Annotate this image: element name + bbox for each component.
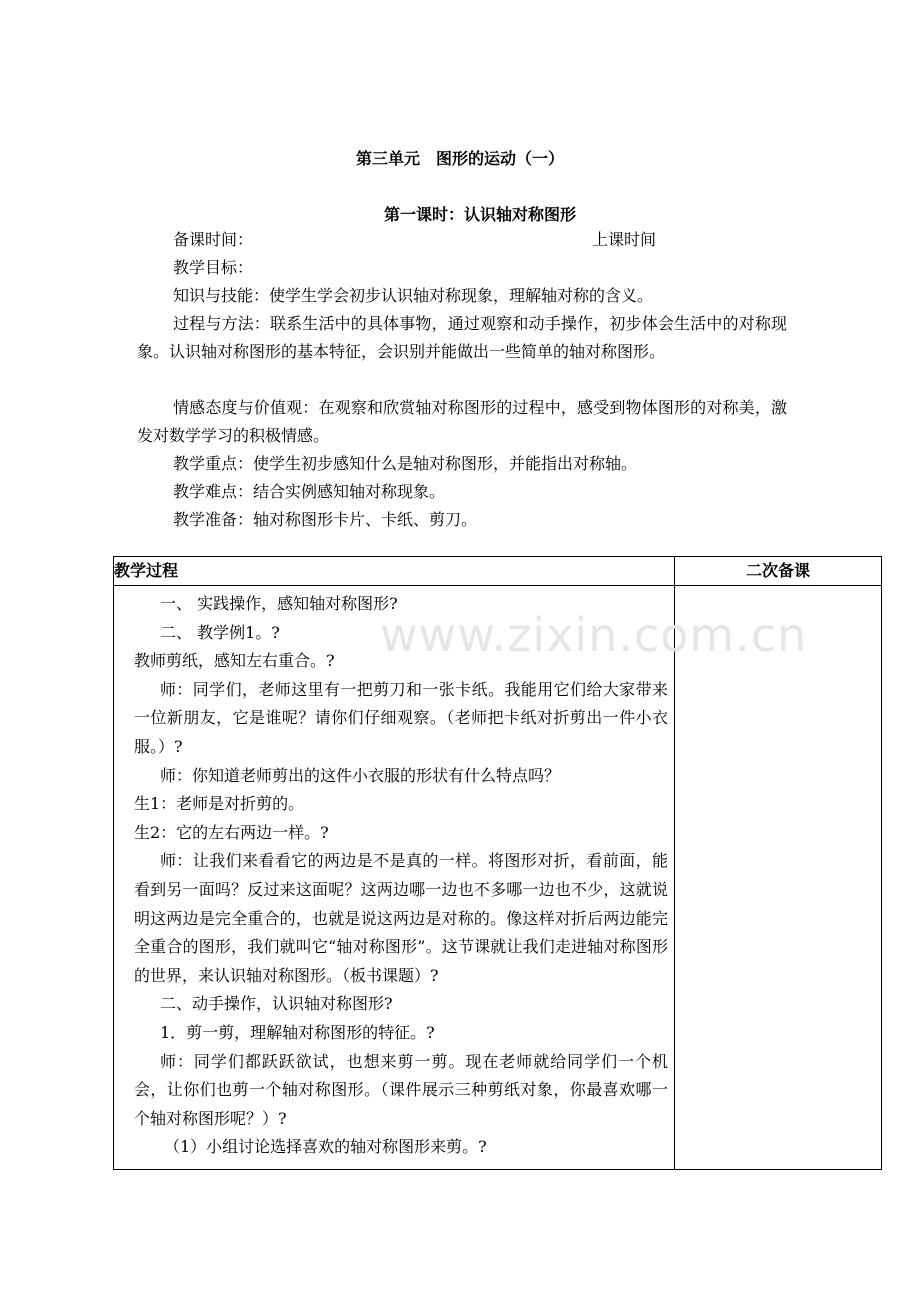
class-time-label: 上课时间 [592, 230, 657, 249]
process-line: 二、动手操作，认识轴对称图形? [160, 994, 393, 1014]
lesson-title: 第一课时：认识轴对称图形 [383, 205, 576, 224]
process-line: 教师剪纸，感知左右重合。? [134, 651, 335, 671]
process-cell [114, 586, 675, 1170]
process-line: 1．剪一剪，理解轴对称图形的特征。? [160, 1022, 435, 1042]
watermark: www.zixin.com.cn [380, 608, 808, 662]
prep-time-label: 备课时间： [173, 230, 254, 249]
header-second-prep: 二次备课 [675, 557, 882, 586]
process-line: 生2：它的左右两边一样。? [134, 822, 329, 842]
process-line: 生1：老师是对折剪的。 [134, 794, 305, 814]
process-line: 师：你知道老师剪出的这件小衣服的形状有什么特点吗？ [160, 765, 561, 785]
process-line: 一、 实践操作，感知轴对称图形? [160, 594, 398, 613]
second-prep-cell [675, 586, 882, 1170]
objective-attitude: 情感态度与价值观：在观察和欣赏轴对称图形的过程中，感受到物体图形的对称美，激发对数学学习的积极情感。 [137, 398, 787, 445]
preparation: 教学准备：轴对称图形卡片、卡纸、剪刀。 [173, 510, 478, 529]
process-line: 师：让我们来看看它的两边是不是真的一样。将图形对折，看前面，能看到另一面吗？反过来这面呢？这两边哪一边也不多哪一边也不少，这就说明这两边是完全重合的，也就是说这两边是对称的。像这样对折后两边能完全重合的图形，我们就叫它“轴对称图形”。这节课就让我们走进轴对称图形的世界，来认识轴对称图形。（板书课题）? [134, 851, 668, 985]
process-line: 师：同学们，老师这里有一把剪刀和一张卡纸。我能用它们给大家带来一位新朋友，它是谁呢？请你们仔细观察。（老师把卡纸对折剪出一件小衣服。）? [134, 679, 668, 756]
process-line: （1）小组讨论选择喜欢的轴对称图形来剪。? [164, 1137, 487, 1157]
key-point: 教学重点：使学生初步感知什么是轴对称图形，并能指出对称轴。 [173, 454, 638, 473]
objective-knowledge: 知识与技能：使学生学会初步认识轴对称现象，理解轴对称的含义。 [173, 286, 654, 305]
process-line: 二、 教学例1。? [160, 622, 280, 642]
unit-title: 第三单元 图形的运动（一） [355, 149, 564, 168]
objectives-label: 教学目标： [173, 258, 254, 277]
difficulty: 教学难点：结合实例感知轴对称现象。 [173, 482, 446, 501]
process-line: 师：同学们都跃跃欲试，也想来剪一剪。现在老师就给同学们一个机会，让你们也剪一个轴对称图形。（课件展示三种剪纸对象，你最喜欢哪一个轴对称图形呢？）? [134, 1051, 668, 1128]
table-body-row [114, 586, 882, 1170]
objective-process: 过程与方法：联系生活中的具体事物，通过观察和动手操作，初步体会生活中的对称现象。认识轴对称图形的基本特征，会识别并能做出一些简单的轴对称图形。 [137, 314, 787, 361]
table-header-row [114, 557, 882, 586]
header-teaching-process: 教学过程 [114, 557, 675, 586]
